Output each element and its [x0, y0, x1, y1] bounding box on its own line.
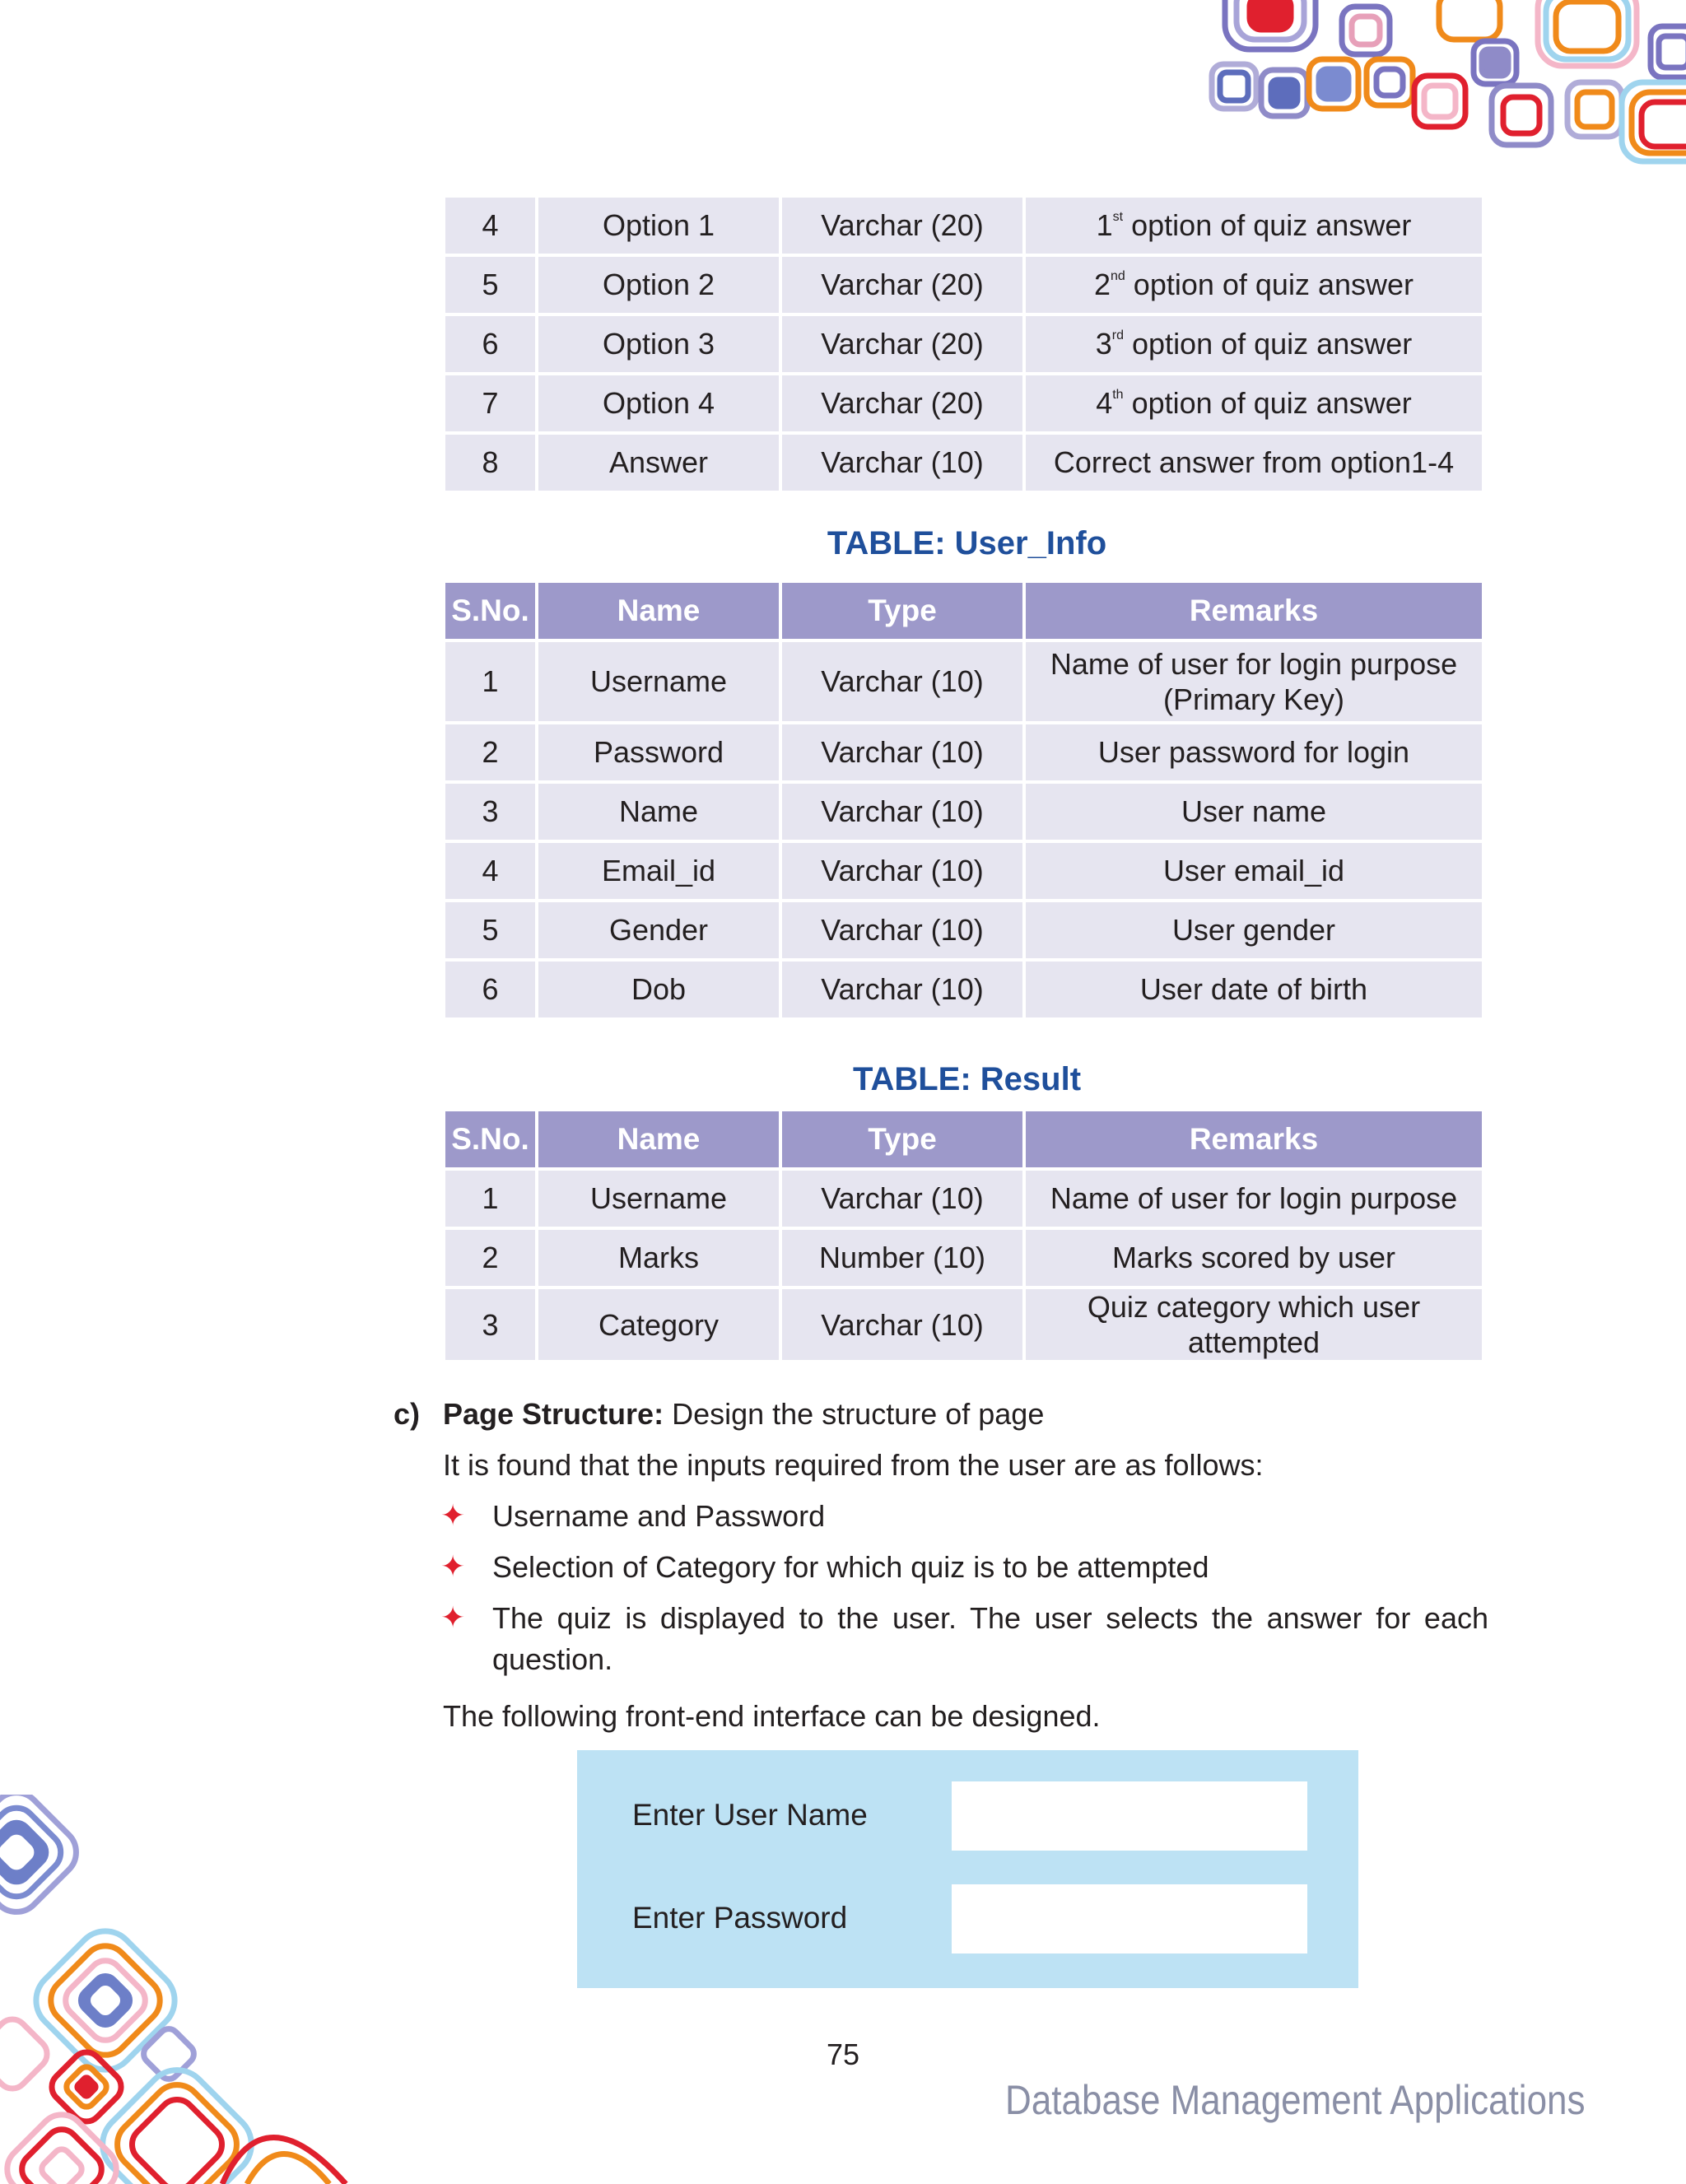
- cell-name: Answer: [538, 435, 779, 491]
- remark-text-rest: option of quiz answer: [1125, 268, 1414, 302]
- cell-remarks-line1: Name of user for login purpose: [1050, 646, 1458, 681]
- result-table: [442, 1108, 1485, 1363]
- table-row: [445, 316, 1482, 372]
- column-header-remarks: Remarks: [1026, 583, 1482, 639]
- column-header-type: Type: [782, 583, 1022, 639]
- cell-name: Option 4: [538, 375, 779, 431]
- column-header-type: Type: [782, 1111, 1022, 1167]
- page-number: 75: [826, 2037, 860, 2071]
- cell-name: Option 1: [538, 198, 779, 254]
- cell-type: Varchar (20): [782, 316, 1022, 372]
- cell-name: Username: [538, 642, 779, 721]
- cell-remarks: User name: [1026, 784, 1482, 840]
- book-title: Database Management Applications: [1005, 2077, 1586, 2123]
- cell-name: Dob: [538, 962, 779, 1017]
- cell-sno: 6: [445, 316, 535, 372]
- cell-sno: 1: [445, 1171, 535, 1227]
- result-table-wrap: [445, 1108, 1488, 1363]
- cell-type: Varchar (10): [782, 1171, 1022, 1227]
- bullet-icon: ✦: [440, 1549, 466, 1583]
- remark-text: 1: [1096, 208, 1113, 243]
- bullet-icon: ✦: [440, 1498, 466, 1532]
- bullet-icon: ✦: [440, 1600, 466, 1634]
- table-row: [445, 1171, 1482, 1227]
- cell-remarks: Marks scored by user: [1026, 1230, 1482, 1286]
- cell-remarks-line2: (Primary Key): [1162, 682, 1344, 716]
- remark-text-rest: option of quiz answer: [1123, 386, 1412, 421]
- column-header-name: Name: [538, 1111, 779, 1167]
- remark-text: 2: [1093, 268, 1111, 302]
- password-field[interactable]: [952, 1884, 1307, 1953]
- quiz-table-continuation: [445, 194, 1488, 494]
- column-header-sno: S.No.: [445, 583, 535, 639]
- user-info-table: [442, 580, 1485, 1021]
- remark-text-rest: option of quiz answer: [1124, 327, 1413, 361]
- table-row: [445, 198, 1482, 254]
- cell-sno: 6: [445, 962, 535, 1017]
- cell-type: Varchar (10): [782, 1289, 1022, 1360]
- user-info-table-wrap: [445, 580, 1488, 1021]
- cell-name: Gender: [538, 902, 779, 958]
- cell-sno: 3: [445, 1289, 535, 1360]
- cell-name: Marks: [538, 1230, 779, 1286]
- cell-name: Option 2: [538, 257, 779, 313]
- table-row: [445, 724, 1482, 780]
- list-item: Selection of Category for which quiz is to be attempted: [492, 1550, 1209, 1584]
- list-item: The quiz is displayed to the user. The user selects the answer for each: [492, 1601, 1488, 1635]
- cell-remarks: [1026, 198, 1482, 254]
- cell-remarks: User email_id: [1026, 843, 1482, 899]
- cell-remarks: [1026, 375, 1482, 431]
- cell-type: Varchar (10): [782, 642, 1022, 721]
- remark-text: Correct answer from option1-4: [1053, 445, 1455, 480]
- cell-sno: 5: [445, 902, 535, 958]
- cell-sno: 4: [445, 198, 535, 254]
- section-heading-bold: Page Structure:: [443, 1397, 664, 1431]
- cell-remarks: [1026, 642, 1482, 721]
- column-header-name: Name: [538, 583, 779, 639]
- cell-name: Category: [538, 1289, 779, 1360]
- cell-remarks: [1026, 435, 1482, 491]
- cell-type: Varchar (10): [782, 962, 1022, 1017]
- cell-name: Option 3: [538, 316, 779, 372]
- cell-type: Varchar (10): [782, 902, 1022, 958]
- remark-text: 3: [1095, 327, 1112, 361]
- cell-type: Varchar (10): [782, 724, 1022, 780]
- cell-sno: 8: [445, 435, 535, 491]
- remark-ordinal-suffix: st: [1112, 210, 1124, 225]
- table-row: [445, 843, 1482, 899]
- remark-text-rest: option of quiz answer: [1123, 208, 1412, 243]
- cell-type: Varchar (20): [782, 198, 1022, 254]
- table-row: [445, 435, 1482, 491]
- cell-remarks: Quiz category which user attempted: [1026, 1289, 1482, 1360]
- cell-sno: 1: [445, 642, 535, 721]
- result-table-title: TABLE: Result: [852, 1061, 1082, 1097]
- username-field[interactable]: [952, 1781, 1307, 1851]
- cell-remarks: [1026, 316, 1482, 372]
- table-row: [445, 962, 1482, 1017]
- remark-ordinal-suffix: nd: [1111, 269, 1125, 284]
- after-list-text: The following front-end interface can be designed.: [443, 1699, 1101, 1733]
- username-label: Enter User Name: [632, 1798, 868, 1832]
- login-form-panel: [577, 1750, 1358, 1988]
- list-item: Username and Password: [492, 1499, 826, 1533]
- cell-remarks: [1026, 257, 1482, 313]
- cell-type: Varchar (10): [782, 784, 1022, 840]
- password-label: Enter Password: [632, 1901, 848, 1935]
- cell-type: Varchar (10): [782, 843, 1022, 899]
- table-row: [445, 642, 1482, 721]
- table-row: [445, 784, 1482, 840]
- cell-type: Varchar (10): [782, 435, 1022, 491]
- section-marker: c): [394, 1397, 421, 1431]
- decorative-squares-top-right: [1202, 0, 1686, 165]
- quiz-table: [442, 194, 1485, 494]
- cell-sno: 2: [445, 1230, 535, 1286]
- list-item-continuation: question.: [492, 1642, 613, 1676]
- cell-type: Number (10): [782, 1230, 1022, 1286]
- section-intro: It is found that the inputs required from the user are as follows:: [443, 1448, 1264, 1482]
- cell-remarks: User password for login: [1026, 724, 1482, 780]
- user-info-table-title: TABLE: User_Info: [827, 525, 1107, 561]
- remark-ordinal-suffix: th: [1112, 388, 1124, 403]
- cell-name: Username: [538, 1171, 779, 1227]
- remark-text: 4: [1096, 386, 1113, 421]
- table-row: [445, 257, 1482, 313]
- cell-name: Name: [538, 784, 779, 840]
- cell-sno: 3: [445, 784, 535, 840]
- cell-type: Varchar (20): [782, 257, 1022, 313]
- cell-remarks: User date of birth: [1026, 962, 1482, 1017]
- cell-remarks: Name of user for login purpose: [1026, 1171, 1482, 1227]
- cell-name: Password: [538, 724, 779, 780]
- section-heading: [443, 1397, 1044, 1432]
- cell-sno: 5: [445, 257, 535, 313]
- table-row: [445, 375, 1482, 431]
- cell-remarks: User gender: [1026, 902, 1482, 958]
- remark-ordinal-suffix: rd: [1111, 328, 1125, 343]
- cell-type: Varchar (20): [782, 375, 1022, 431]
- table-row: [445, 902, 1482, 958]
- column-header-sno: S.No.: [445, 1111, 535, 1167]
- cell-name: Email_id: [538, 843, 779, 899]
- cell-sno: 4: [445, 843, 535, 899]
- section-heading-rest: Design the structure of page: [664, 1397, 1045, 1431]
- decorative-squares-bottom-left: [0, 1795, 354, 2184]
- cell-sno: 2: [445, 724, 535, 780]
- table-row: [445, 1230, 1482, 1286]
- table-row: [445, 1289, 1482, 1360]
- column-header-remarks: Remarks: [1026, 1111, 1482, 1167]
- cell-sno: 7: [445, 375, 535, 431]
